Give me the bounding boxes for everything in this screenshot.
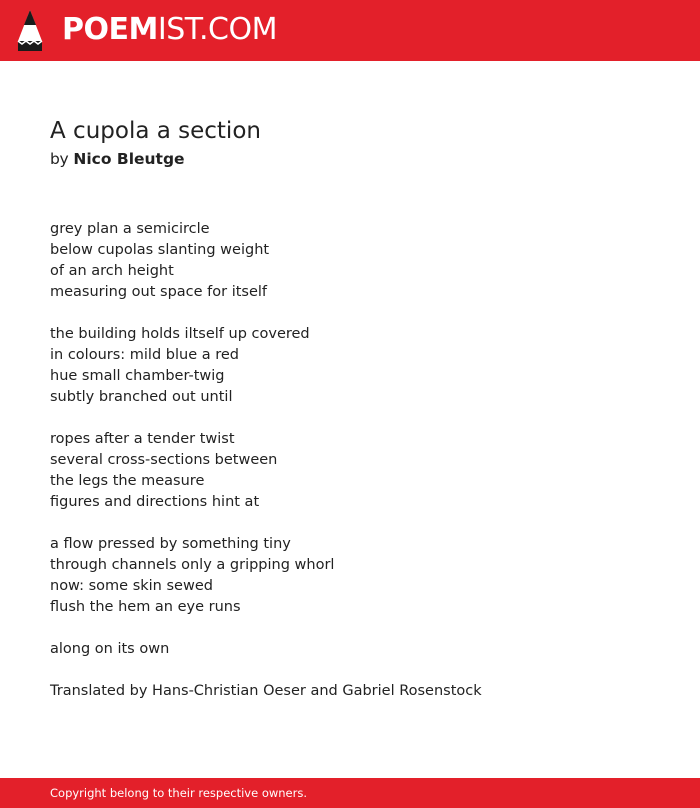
poem-line: through channels only a gripping whorl — [50, 557, 335, 573]
byline — [50, 148, 185, 170]
stanza — [50, 639, 650, 660]
by-label: by — [50, 150, 69, 168]
poem-line: a flow pressed by something tiny — [50, 536, 291, 552]
poem-line: measuring out space for itself — [50, 284, 268, 300]
stanza — [50, 534, 650, 618]
poem-line: the building holds iltself up covered — [50, 326, 310, 342]
brand-bold-text: POEM — [62, 12, 158, 47]
poem-line: along on its own — [50, 641, 170, 657]
site-header — [0, 0, 700, 61]
site-footer — [0, 778, 700, 808]
poem-line: ropes after a tender twist — [50, 431, 235, 447]
poem-line: subtly branched out until — [50, 389, 233, 405]
stanza — [50, 429, 650, 513]
pencil-tip-icon[interactable] — [17, 9, 43, 52]
poem-line: in colours: mild blue a red — [50, 347, 239, 363]
poem-line: grey plan a semicircle — [50, 221, 210, 237]
poem-title: A cupola a section — [50, 118, 261, 144]
poem-line: flush the hem an eye runs — [50, 599, 241, 615]
author-name: Nico Bleutge — [73, 150, 185, 168]
poem-line: the legs the measure — [50, 473, 205, 489]
copyright-notice: Copyright belong to their respective owners. — [50, 786, 308, 800]
translation-credit: Translated by Hans-Christian Oeser and Gabriel Rosenstock — [50, 683, 482, 699]
brand-light-text: IST.COM — [157, 12, 277, 47]
poem-line: hue small chamber-twig — [50, 368, 225, 384]
poem-line: figures and directions hint at — [50, 494, 260, 510]
stanza — [50, 219, 650, 303]
poem-line: of an arch height — [50, 263, 174, 279]
poem-line: now: some skin sewed — [50, 578, 213, 594]
site-logo-text[interactable] — [62, 13, 277, 47]
poem-line: below cupolas slanting weight — [50, 242, 270, 258]
poem-line: several cross-sections between — [50, 452, 278, 468]
stanza — [50, 324, 650, 408]
poem-body — [50, 219, 650, 681]
